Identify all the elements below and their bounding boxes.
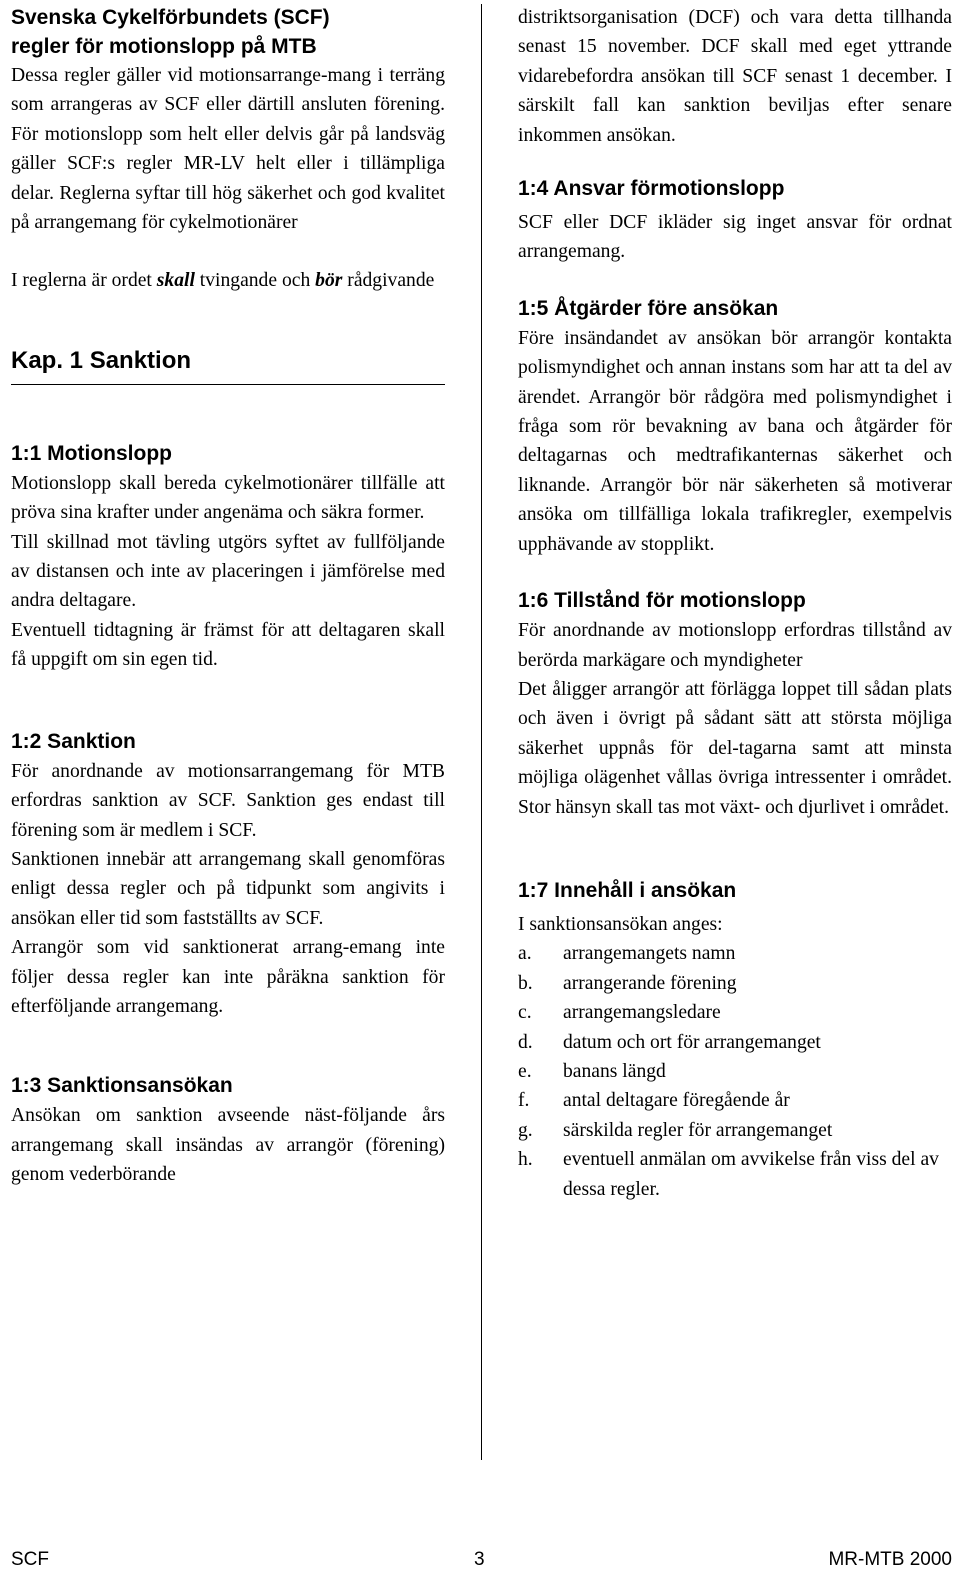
- section-heading-1-4: 1:4 Ansvar förmotionslopp: [518, 177, 785, 201]
- section-heading-1-1: 1:1 Motionslopp: [11, 441, 172, 465]
- list-text: datum och ort för arrangemanget: [563, 1031, 821, 1053]
- left-column: [11, 0, 445, 1190]
- section-heading-1-6: 1:6 Tillstånd för motionslopp: [518, 589, 806, 613]
- list-text: arrangemangets namn: [563, 943, 736, 965]
- intro-note: [11, 266, 445, 295]
- list-item: [518, 1086, 952, 1115]
- section-heading-1-2: 1:2 Sanktion: [11, 729, 136, 753]
- right-column: [518, 0, 952, 1204]
- intro-text: Dessa regler gäller vid motionsarrange-mang i terräng som arrangeras av SCF eller därtill ansluten förening. För motionslopp som helt eller delvis går på landsväg gäller SCF:s regler MR-LV helt eller i tillämpliga delar. Reglerna syftar till hög säkerhet och god kvalitet på arrangemang för cykelmotionärer: [11, 65, 445, 234]
- list-marker: g.: [518, 1119, 533, 1141]
- paragraph: Sanktionen innebär att arrangemang skall genomföras enligt dessa regler och på tidpunkt som angivits i ansökan eller tid som fastställts av SCF.: [11, 848, 445, 929]
- list-marker: h.: [518, 1149, 533, 1171]
- title-line-2: regler för motionslopp på MTB: [11, 35, 317, 58]
- requirements-list: [518, 939, 952, 1204]
- list-text: banans längd: [563, 1060, 666, 1082]
- list-text: särskilda regler för arrangemanget: [563, 1119, 833, 1141]
- paragraph-continued: distriktsorganisation (DCF) och vara detta tillhanda senast 15 november. DCF skall med eget yttrande vidarebefordra ansökan till SCF senast 1 december. I särskilt fall kan sanktion beviljas efter senare inkommen ansökan.: [518, 7, 952, 146]
- list-item: [518, 1145, 952, 1204]
- list-item: [518, 1116, 952, 1145]
- list-item: [518, 1057, 952, 1086]
- list-marker: c.: [518, 1002, 532, 1024]
- section-heading-1-3: 1:3 Sanktionsansökan: [11, 1074, 233, 1098]
- note-part-1: I reglerna är ordet: [11, 270, 157, 292]
- list-item: [518, 1028, 952, 1057]
- list-marker: b.: [518, 972, 533, 994]
- paragraph: Det åligger arrangör att förlägga loppet till sådan plats och även i övrigt på sådant sätt att största möjliga säkerhet uppnås för del-tagarna samt att minsta möjliga olägenhet vållas övriga intressenter i området. Stor hänsyn skall tas mot växt- och djurlivet i området.: [518, 678, 952, 818]
- note-part-3: rådgivande: [342, 270, 435, 292]
- paragraph: Före insändandet av ansökan bör arrangör kontakta polismyndighet och annan instans som har att ta del av ärendet. Arrangör bör rådgöra med polismyndighet i fråga som rör bevakning av bana och åtgärder för deltagarnas och medtrafikanternas säkerhet och liknande. Arrangör bör när säkerheten så motiverar ansöka om tillfälliga lokala trafikregler, exempelvis upphävande av stopplikt.: [518, 327, 952, 555]
- paragraph: Till skillnad mot tävling utgörs syftet av fullföljande av distansen och inte av placeringen i jämförelse med andra deltagare.: [11, 531, 445, 612]
- list-item: [518, 998, 952, 1027]
- list-text: arrangemangsledare: [563, 1002, 721, 1024]
- list-marker: d.: [518, 1031, 533, 1053]
- list-marker: a.: [518, 943, 532, 965]
- note-bor: bör: [315, 270, 343, 292]
- footer-org: SCF: [11, 1549, 49, 1570]
- section-heading-1-5: 1:5 Åtgärder före ansökan: [518, 296, 779, 320]
- paragraph: För anordnande av motionsarrangemang för MTB erfordras sanktion av SCF. Sanktion ges endast till förening som är medlem i SCF.: [11, 760, 445, 841]
- paragraph: Eventuell tidtagning är främst för att deltagaren skall få uppgift om sin egen tid.: [11, 619, 445, 671]
- list-item: [518, 939, 952, 968]
- paragraph: SCF eller DCF ikläder sig inget ansvar för ordnat arrangemang.: [518, 212, 952, 263]
- list-marker: f.: [518, 1090, 530, 1112]
- paragraph: För anordnande av motionslopp erfordras tillstånd av berörda markägare och myndigheter: [518, 620, 952, 671]
- section-heading-1-7: 1:7 Innehåll i ansökan: [518, 878, 737, 902]
- list-item: [518, 969, 952, 998]
- note-skall: skall: [156, 270, 195, 292]
- list-text: eventuell anmälan om avvikelse från viss del av dessa regler.: [563, 1149, 939, 1200]
- list-text: arrangerande förening: [563, 972, 737, 994]
- list-text: antal deltagare föregående år: [563, 1090, 790, 1112]
- paragraph: Arrangör som vid sanktionerat arrang-emang inte följer dessa regler kan inte påräkna sanktion för efterföljande arrangemang.: [11, 937, 445, 1017]
- note-part-2: tvingande och: [194, 270, 316, 292]
- title-line-1: Svenska Cykelförbundets (SCF): [11, 6, 330, 29]
- paragraph: Motionslopp skall bereda cykelmotionärer tillfälle att pröva sina krafter under angenäma och säkra former.: [11, 472, 445, 524]
- footer-page-number: 3: [474, 1549, 485, 1570]
- list-marker: e.: [518, 1060, 532, 1082]
- paragraph: Ansökan om sanktion avseende näst-följande års arrangemang skall insändas av arrangör (förening) genom vederbörande: [11, 1105, 445, 1186]
- document-title: [11, 3, 445, 61]
- chapter-heading: Kap. 1 Sanktion: [11, 346, 445, 385]
- footer-doc-id: MR-MTB 2000: [828, 1549, 952, 1570]
- column-divider: [481, 4, 482, 1460]
- list-intro: I sanktionsansökan anges:: [518, 913, 723, 935]
